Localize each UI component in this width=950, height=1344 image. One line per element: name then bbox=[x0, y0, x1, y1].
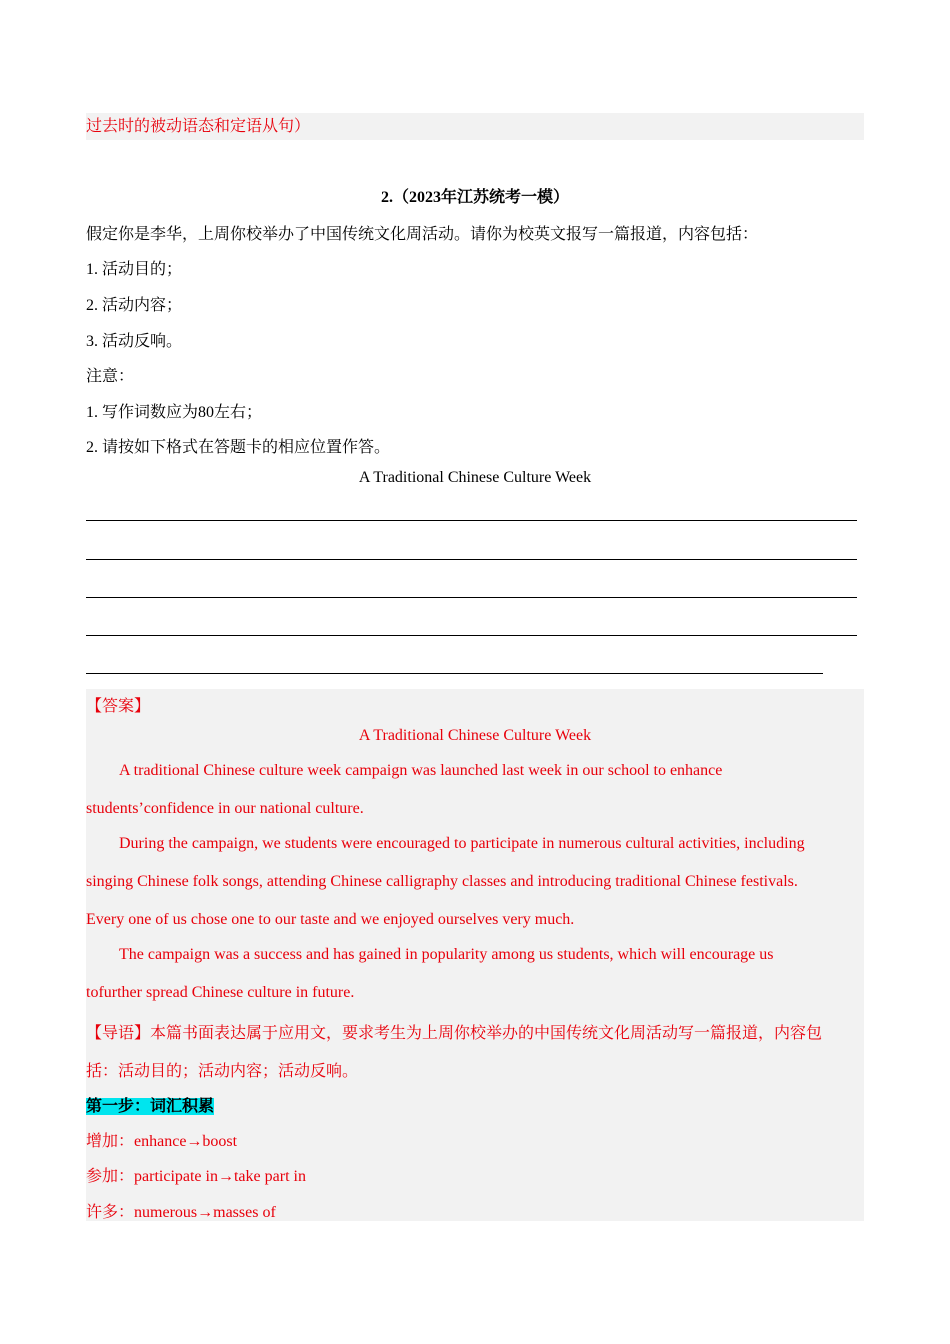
note-2: 2. 请按如下格式在答题卡的相应位置作答。 bbox=[86, 439, 391, 456]
essay-paragraph-3-line-2: tofurther spread Chinese culture in future. bbox=[86, 984, 355, 1001]
essay-title: A Traditional Chinese Culture Week bbox=[358, 469, 592, 486]
previous-answer-tail: 过去时的被动语态和定语从句） bbox=[86, 113, 864, 140]
essay-paragraph-3-line-1: The campaign was a success and has gained in popularity among us students, which will encourage us bbox=[119, 946, 774, 963]
arrow-icon: → bbox=[197, 1204, 214, 1221]
answer-line bbox=[86, 673, 823, 674]
step-1-highlight: 第一步：词汇积累 bbox=[86, 1098, 215, 1115]
note-label: 注意： bbox=[86, 368, 135, 385]
answer-line bbox=[86, 597, 857, 598]
arrow-icon: → bbox=[186, 1133, 203, 1150]
essay-paragraph-2-line-1: During the campaign, we students were encouraged to participate in numerous cultural activities, including bbox=[119, 835, 805, 852]
arrow-icon: → bbox=[217, 1168, 234, 1185]
question-prompt: 假定你是李华，上周你校举办了中国传统文化周活动。请你为校英文报写一篇报道，内容包括： bbox=[86, 226, 759, 243]
step-heading bbox=[86, 1093, 214, 1116]
vocab-item: 增加：enhance→boost bbox=[86, 1133, 238, 1150]
question-title: 2.（2023年江苏统考一模） bbox=[380, 189, 569, 206]
answer-label: 【答案】 bbox=[86, 698, 151, 715]
guide-line-1: 【导语】本篇书面表达属于应用文，要求考生为上周你校举办的中国传统文化周活动写一篇报道，内容包 bbox=[86, 1025, 823, 1042]
answer-line bbox=[86, 520, 857, 521]
point-3: 3. 活动反响。 bbox=[86, 333, 183, 350]
answer-essay-title: A Traditional Chinese Culture Week bbox=[358, 727, 592, 744]
point-2: 2. 活动内容； bbox=[86, 297, 183, 314]
answer-line bbox=[86, 559, 857, 560]
essay-paragraph-2-line-2: singing Chinese folk songs, attending Chinese calligraphy classes and introducing traditional Chinese festivals. bbox=[86, 873, 798, 890]
vocab-item: 许多：numerous→masses of bbox=[86, 1204, 276, 1221]
point-1: 1. 活动目的； bbox=[86, 261, 183, 278]
guide-line-2: 括：活动目的；活动内容；活动反响。 bbox=[86, 1063, 359, 1080]
essay-paragraph-1-line-1: A traditional Chinese culture week campaign was launched last week in our school to enhance bbox=[119, 762, 723, 779]
note-1: 1. 写作词数应为80左右； bbox=[86, 404, 263, 421]
essay-paragraph-1-line-2: students’confidence in our national culture. bbox=[86, 800, 364, 817]
essay-paragraph-2-line-3: Every one of us chose one to our taste and we enjoyed ourselves very much. bbox=[86, 911, 575, 928]
answer-section bbox=[86, 689, 864, 1221]
answer-line bbox=[86, 635, 857, 636]
vocab-item: 参加：participate in→take part in bbox=[86, 1168, 306, 1185]
